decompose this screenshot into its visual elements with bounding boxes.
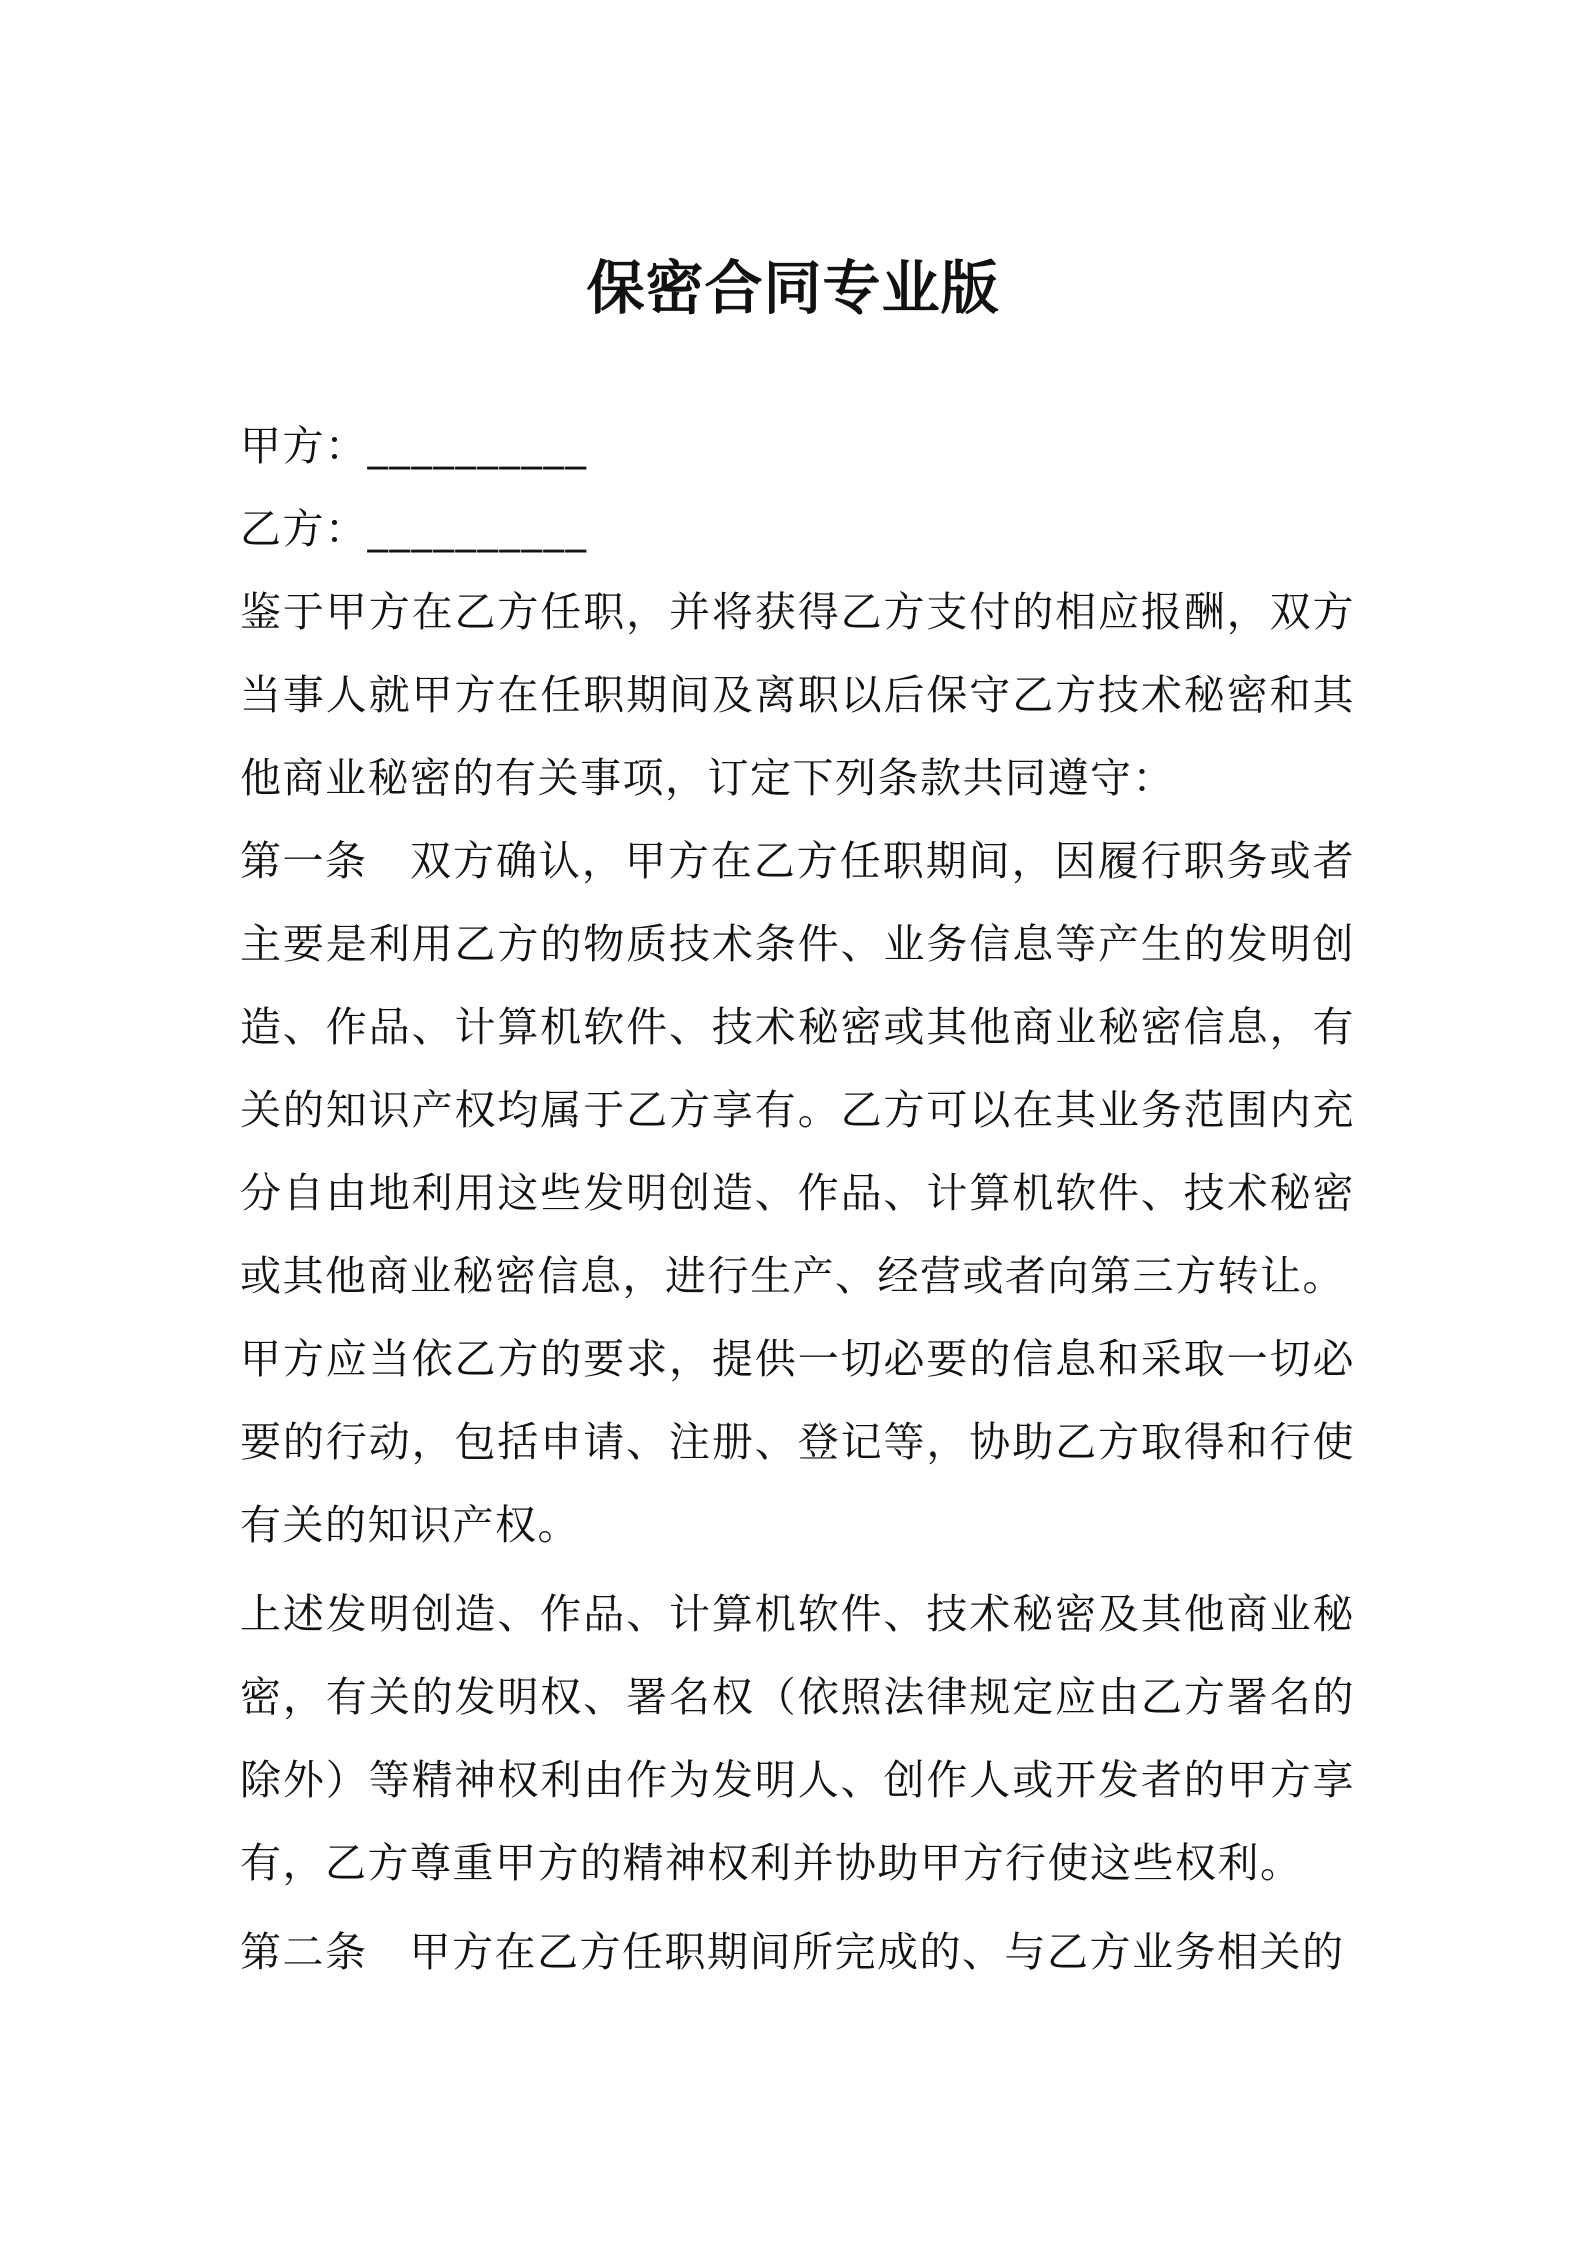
party-b-line: 乙方：__________: [240, 505, 588, 553]
article-1-text: 双方确认，甲方在乙方任职期间，因履行职务或者主要是利用乙方的物质技术条件、业务信息等产生的发明创造、作品、计算机软件、技术秘密或其他商业秘密信息，有关的知识产权均属于乙方享有。乙方可以在其业务范围内充分自由地利用这些发明创造、作品、计算机软件、技术秘密或其他商业秘密信息，进行生产、经营或者向第三方转让。: [240, 837, 1355, 1300]
article-1-number: 第一条: [240, 837, 368, 885]
article-2-paragraph: [240, 1911, 1355, 1994]
article-2-number: 第二条: [240, 1928, 368, 1976]
assist-paragraph: 甲方应当依乙方的要求，提供一切必要的信息和采取一切必要的行动，包括申请、注册、登记等，协助乙方取得和行使有关的知识产权。: [240, 1335, 1355, 1549]
document-title: 保密合同专业版: [586, 254, 1000, 322]
document-body: [240, 405, 1355, 1994]
preamble-paragraph: 鉴于甲方在乙方任职，并将获得乙方支付的相应报酬，双方当事人就甲方在任职期间及离职以后保守乙方技术秘密和其他商业秘密的有关事项，订定下列条款共同遵守：: [240, 588, 1355, 802]
party-a-line: 甲方：__________: [240, 422, 588, 470]
article-2-text: 甲方在乙方任职期间所完成的、与乙方业务相关的: [409, 1928, 1345, 1976]
article-1-paragraph: [240, 820, 1355, 1318]
moral-rights-paragraph: 上述发明创造、作品、计算机软件、技术秘密及其他商业秘密，有关的发明权、署名权（依照法律规定应由乙方署名的除外）等精神权利由作为发明人、创作人或开发者的甲方享有，乙方尊重甲方的精神权利并协助甲方行使这些权利。: [240, 1590, 1355, 1887]
